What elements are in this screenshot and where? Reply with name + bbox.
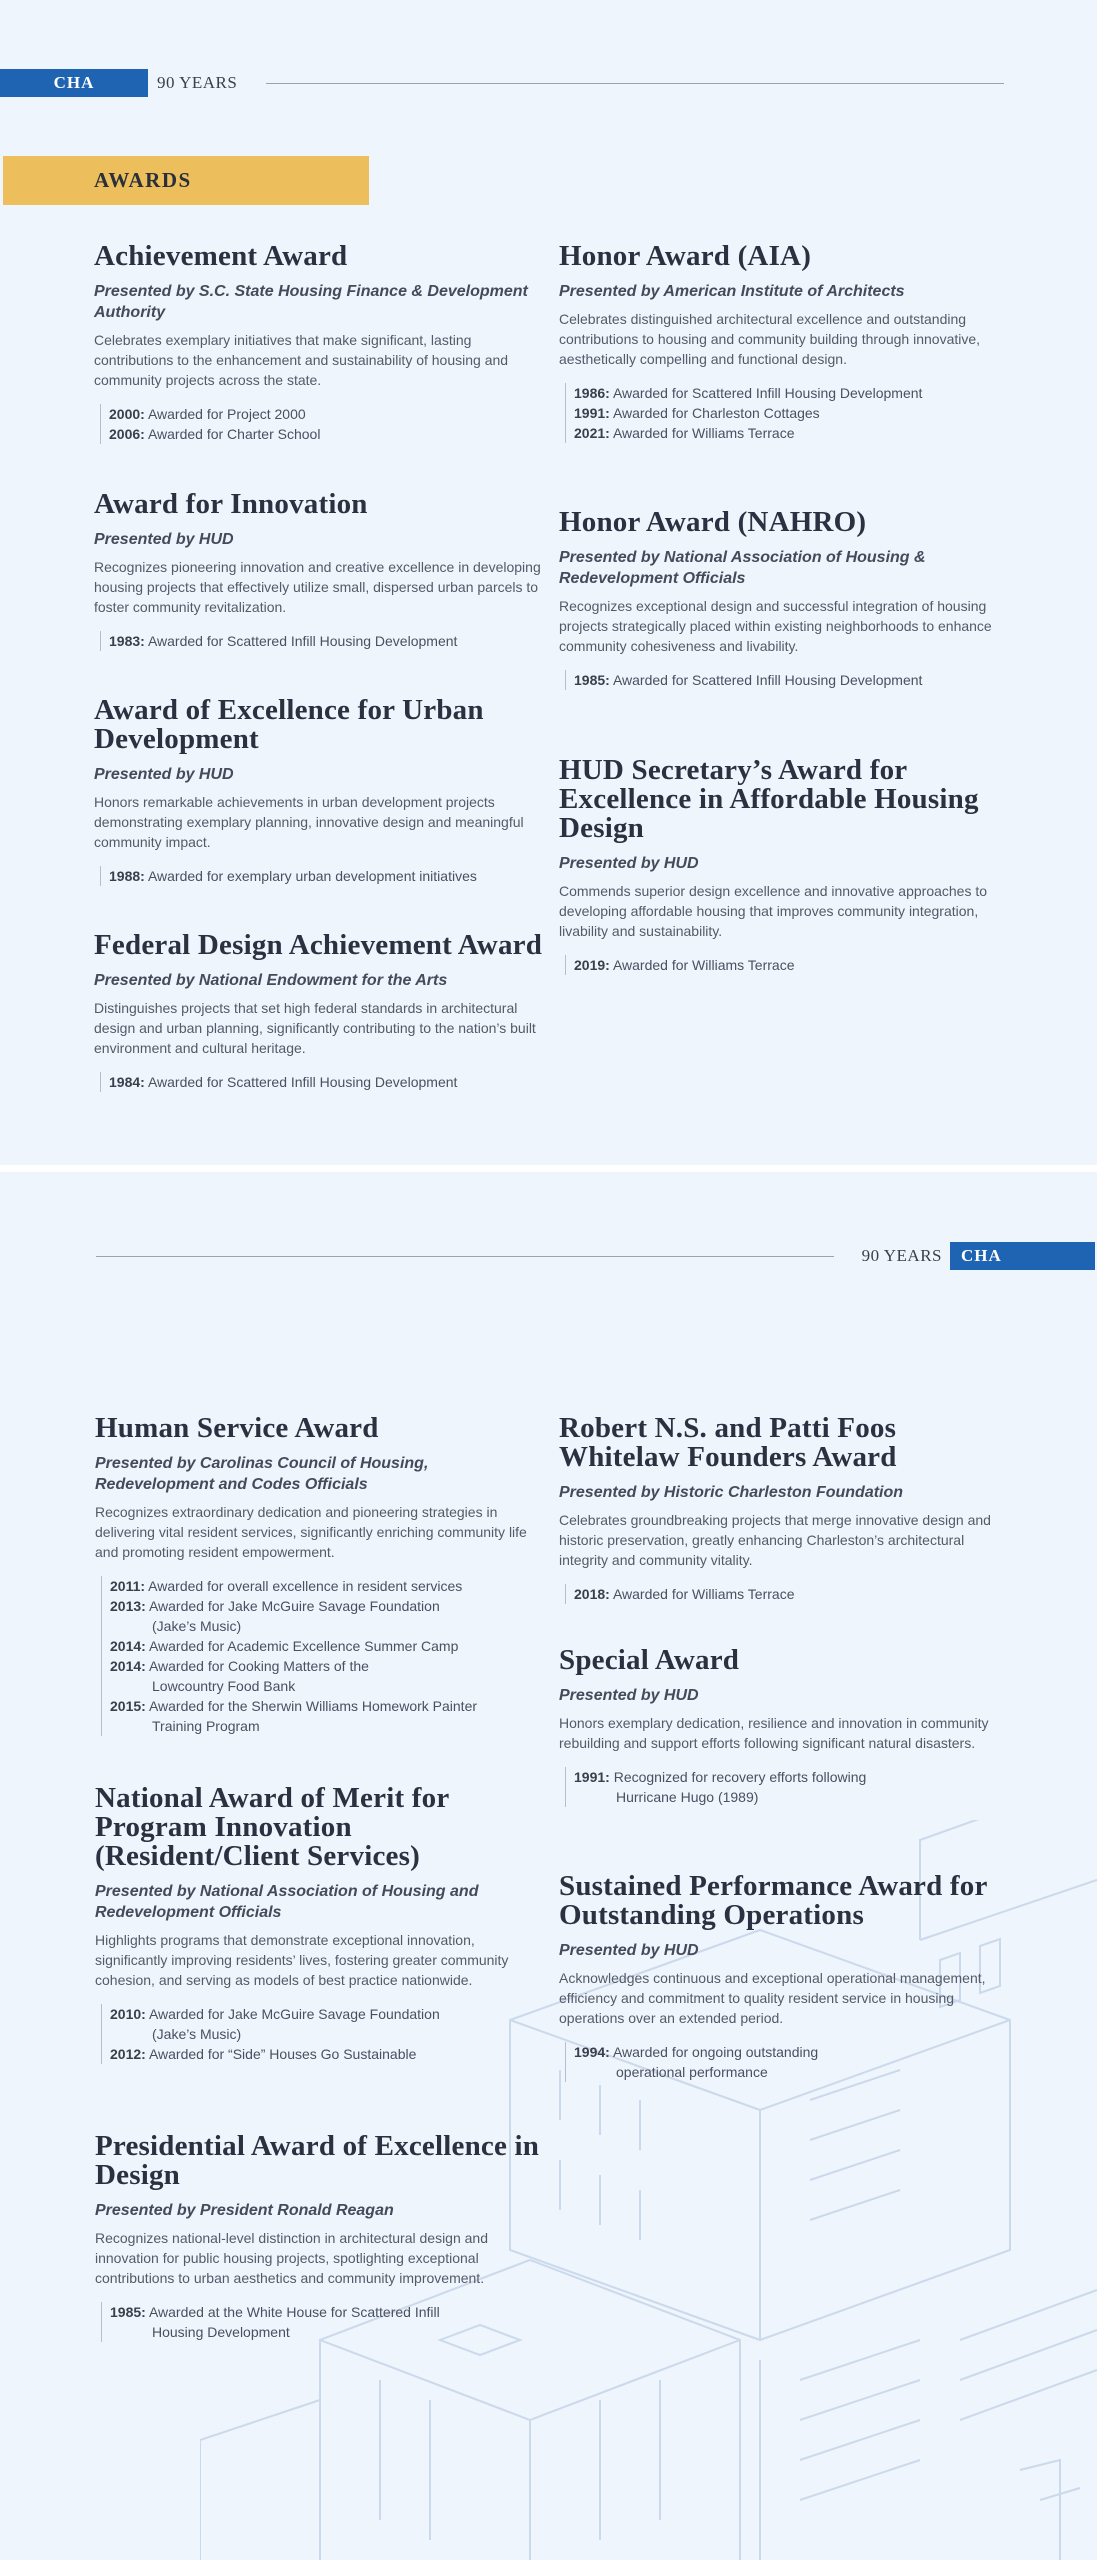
award-entry [94,931,544,1092]
award-history-item [574,955,1009,975]
award-history-item [574,670,1009,690]
award-presenter: Presented by National Endowment for the Arts [94,972,448,989]
award-note: Awarded for overall excellence in resident services [148,1578,463,1594]
award-note: Awarded for Jake McGuire Savage Foundation [148,2006,440,2022]
award-history-item [574,403,1009,423]
award-note: Awarded for Scattered Infill Housing Development [612,672,923,688]
award-history-item [110,1576,545,1596]
award-title: Federal Design Achievement Award [94,929,543,961]
award-history-list [565,955,1009,975]
award-history-item [109,631,544,651]
award-year: 2013: [110,1598,146,1614]
award-history-list [101,2302,545,2342]
award-entry [94,242,544,444]
award-note: Awarded for Williams Terrace [612,1586,795,1602]
award-year: 1988: [109,868,145,884]
award-year: 1984: [109,1074,145,1090]
award-history-list [100,404,544,444]
award-history-item [574,1584,1009,1604]
award-history-list [101,1576,545,1736]
award-title: Presidential Award of Excellence in Design [95,2130,540,2191]
award-note: Awarded for Jake McGuire Savage Foundation [148,1598,440,1614]
award-year: 1985: [574,672,610,688]
award-year: 1994: [574,2044,610,2060]
award-history-item [109,1072,544,1092]
award-history-item [109,866,544,886]
brand-mark: CHA [950,1242,1095,1270]
section-label-text: AWARDS [94,168,192,192]
award-note: Awarded for “Side” Houses Go Sustainable [148,2046,417,2062]
award-presenter: Presented by National Association of Housing & Redevelopment Officials [559,549,926,587]
award-description: Recognizes national-level distinction in architectural design and innovation for public housing projects, spotlighting exceptional contributions to urban aesthetics and community improvement. [95,2230,489,2286]
award-title: HUD Secretary’s Award for Excellence in Affordable Housing Design [559,754,979,844]
award-year: 2006: [109,426,145,442]
award-history-item [110,1656,545,1696]
award-presenter: Presented by President Ronald Reagan [95,2202,394,2219]
award-note: Awarded for Scattered Infill Housing Development [612,385,923,401]
header-rule [266,83,1004,84]
award-description: Celebrates groundbreaking projects that merge innovative design and historic preservation, greatly enhancing Charleston’s architectural integrity and community vitality. [559,1512,991,1568]
award-year: 2011: [110,1578,146,1594]
award-entry [559,1646,1009,1807]
award-history-list [100,866,544,886]
award-year: 2012: [110,2046,146,2062]
award-year: 1986: [574,385,610,401]
award-entry [94,490,544,651]
award-entry [559,1872,1009,2082]
award-entry [95,1414,545,1736]
award-description: Honors remarkable achievements in urban development projects demonstrating exemplary planning, innovative design and meaningful community impact. [94,794,524,850]
award-history-list [565,383,1009,443]
award-history-list [565,1767,1009,1807]
award-entry [559,508,1009,690]
award-presenter: Presented by Carolinas Council of Housing, Redevelopment and Codes Officials [95,1455,429,1493]
award-history-item [110,1636,545,1656]
header-rule [96,1256,834,1257]
award-note-continued: (Jake’s Music) [152,1618,242,1634]
award-description: Celebrates distinguished architectural excellence and outstanding contributions to housing and community building through innovative, aesthetically compelling and functional design. [559,311,981,367]
page-1 [0,0,1097,1165]
award-presenter: Presented by HUD [559,855,699,872]
award-presenter: Presented by HUD [559,1687,699,1704]
award-note: Awarded for Williams Terrace [612,425,795,441]
page-2 [0,1172,1097,2560]
award-note-continued: operational performance [616,2064,768,2080]
award-description: Recognizes exceptional design and successful integration of housing projects strategically placed within existing neighborhoods to enhance community cohesiveness and livability. [559,598,992,654]
award-description: Acknowledges continuous and exceptional operational management, efficiency and commitment to quality resident service in housing operations over an extended period. [559,1970,986,2026]
award-entry [95,2132,545,2342]
award-history-list [565,670,1009,690]
award-title: Human Service Award [95,1412,379,1444]
award-description: Recognizes extraordinary dedication and pioneering strategies in delivering vital resident services, significantly enriching community life and promoting resident empowerment. [95,1504,527,1560]
award-history-item [574,383,1009,403]
award-description: Celebrates exemplary initiatives that make significant, lasting contributions to the enhancement and sustainability of housing and community projects across the state. [94,332,509,388]
award-history-item [110,2302,545,2342]
award-year: 2010: [110,2006,146,2022]
award-title: Sustained Performance Award for Outstanding Operations [559,1870,987,1931]
award-note-continued: (Jake’s Music) [152,2026,242,2042]
award-history-list [100,1072,544,1092]
award-note-continued: Training Program [152,1718,260,1734]
award-presenter: Presented by National Association of Housing and Redevelopment Officials [95,1883,479,1921]
award-history-item [109,424,544,444]
award-history-item [574,2042,1009,2082]
award-title: Robert N.S. and Patti Foos Whitelaw Founders Award [559,1412,897,1473]
award-year: 1991: [574,1769,610,1785]
award-note: Awarded for Cooking Matters of the [148,1658,369,1674]
award-year: 2000: [109,406,145,422]
award-note: Awarded for Williams Terrace [612,957,795,973]
award-year: 1985: [110,2304,146,2320]
award-history-item [574,1767,1009,1807]
award-presenter: Presented by American Institute of Architects [559,283,905,300]
brand-tagline: 90 YEARS [861,1246,942,1265]
award-title: Award of Excellence for Urban Development [94,694,484,755]
award-presenter: Presented by S.C. State Housing Finance & Development Authority [94,283,528,321]
award-presenter: Presented by HUD [559,1942,699,1959]
award-presenter: Presented by HUD [94,531,234,548]
award-note: Awarded at the White House for Scattered Infill [148,2304,440,2320]
award-title: Honor Award (AIA) [559,240,812,272]
award-description: Highlights programs that demonstrate exceptional innovation, significantly improving residents’ lives, fostering greater community cohesion, and serving as models of best practice nationwide. [95,1932,509,1988]
award-note: Awarded for exemplary urban development initiatives [147,868,477,884]
award-history-item [110,1696,545,1736]
page-header [0,69,237,97]
award-year: 1991: [574,405,610,421]
award-presenter: Presented by HUD [94,766,234,783]
award-year: 2019: [574,957,610,973]
award-note: Awarded for ongoing outstanding [612,2044,819,2060]
page-header [862,1242,1095,1270]
award-entry [559,1414,1009,1604]
award-title: National Award of Merit for Program Innovation (Resident/Client Services) [95,1782,449,1872]
award-note: Awarded for Scattered Infill Housing Development [147,1074,458,1090]
award-title: Award for Innovation [94,488,368,520]
award-entry [95,1784,545,2064]
award-note: Recognized for recovery efforts following [613,1769,867,1785]
award-year: 2014: [110,1638,146,1654]
section-label [3,156,369,205]
award-description: Distinguishes projects that set high federal standards in architectural design and urban planning, significantly contributing to the nation’s built environment and cultural heritage. [94,1000,536,1056]
award-history-item [110,1596,545,1636]
award-history-list [100,631,544,651]
award-note-continued: Lowcountry Food Bank [152,1678,296,1694]
award-year: 1983: [109,633,145,649]
award-note: Awarded for Charleston Cottages [612,405,820,421]
award-history-list [101,2004,545,2064]
award-entry [559,242,1009,443]
award-note: Awarded for Scattered Infill Housing Development [147,633,458,649]
award-title: Special Award [559,1644,740,1676]
award-title: Achievement Award [94,240,348,272]
award-history-list [565,1584,1009,1604]
award-year: 2018: [574,1586,610,1602]
award-description: Commends superior design excellence and innovative approaches to developing affordable housing that improves community integration, livability and sustainability. [559,883,988,939]
award-description: Honors exemplary dedication, resilience and innovation in community rebuilding and support efforts following significant natural disasters. [559,1715,989,1751]
brand-tagline: 90 YEARS [157,73,238,92]
award-description: Recognizes pioneering innovation and creative excellence in developing housing projects that effectively utilize small, dispersed urban parcels to foster community revitalization. [94,559,541,615]
award-presenter: Presented by Historic Charleston Foundation [559,1484,904,1501]
award-entry [94,696,544,886]
award-history-item [110,2044,545,2064]
award-history-item [574,423,1009,443]
award-note: Awarded for Academic Excellence Summer Camp [148,1638,459,1654]
award-note: Awarded for Project 2000 [147,406,306,422]
award-note-continued: Housing Development [152,2324,290,2340]
award-entry [559,756,1009,975]
award-note-continued: Hurricane Hugo (1989) [616,1789,759,1805]
award-title: Honor Award (NAHRO) [559,506,867,538]
award-note: Awarded for Charter School [147,426,321,442]
award-year: 2015: [110,1698,146,1714]
award-history-item [110,2004,545,2044]
award-year: 2014: [110,1658,146,1674]
award-year: 2021: [574,425,610,441]
brand-mark: CHA [0,69,148,97]
award-history-list [565,2042,1009,2082]
award-history-item [109,404,544,424]
award-note: Awarded for the Sherwin Williams Homework Painter [148,1698,478,1714]
